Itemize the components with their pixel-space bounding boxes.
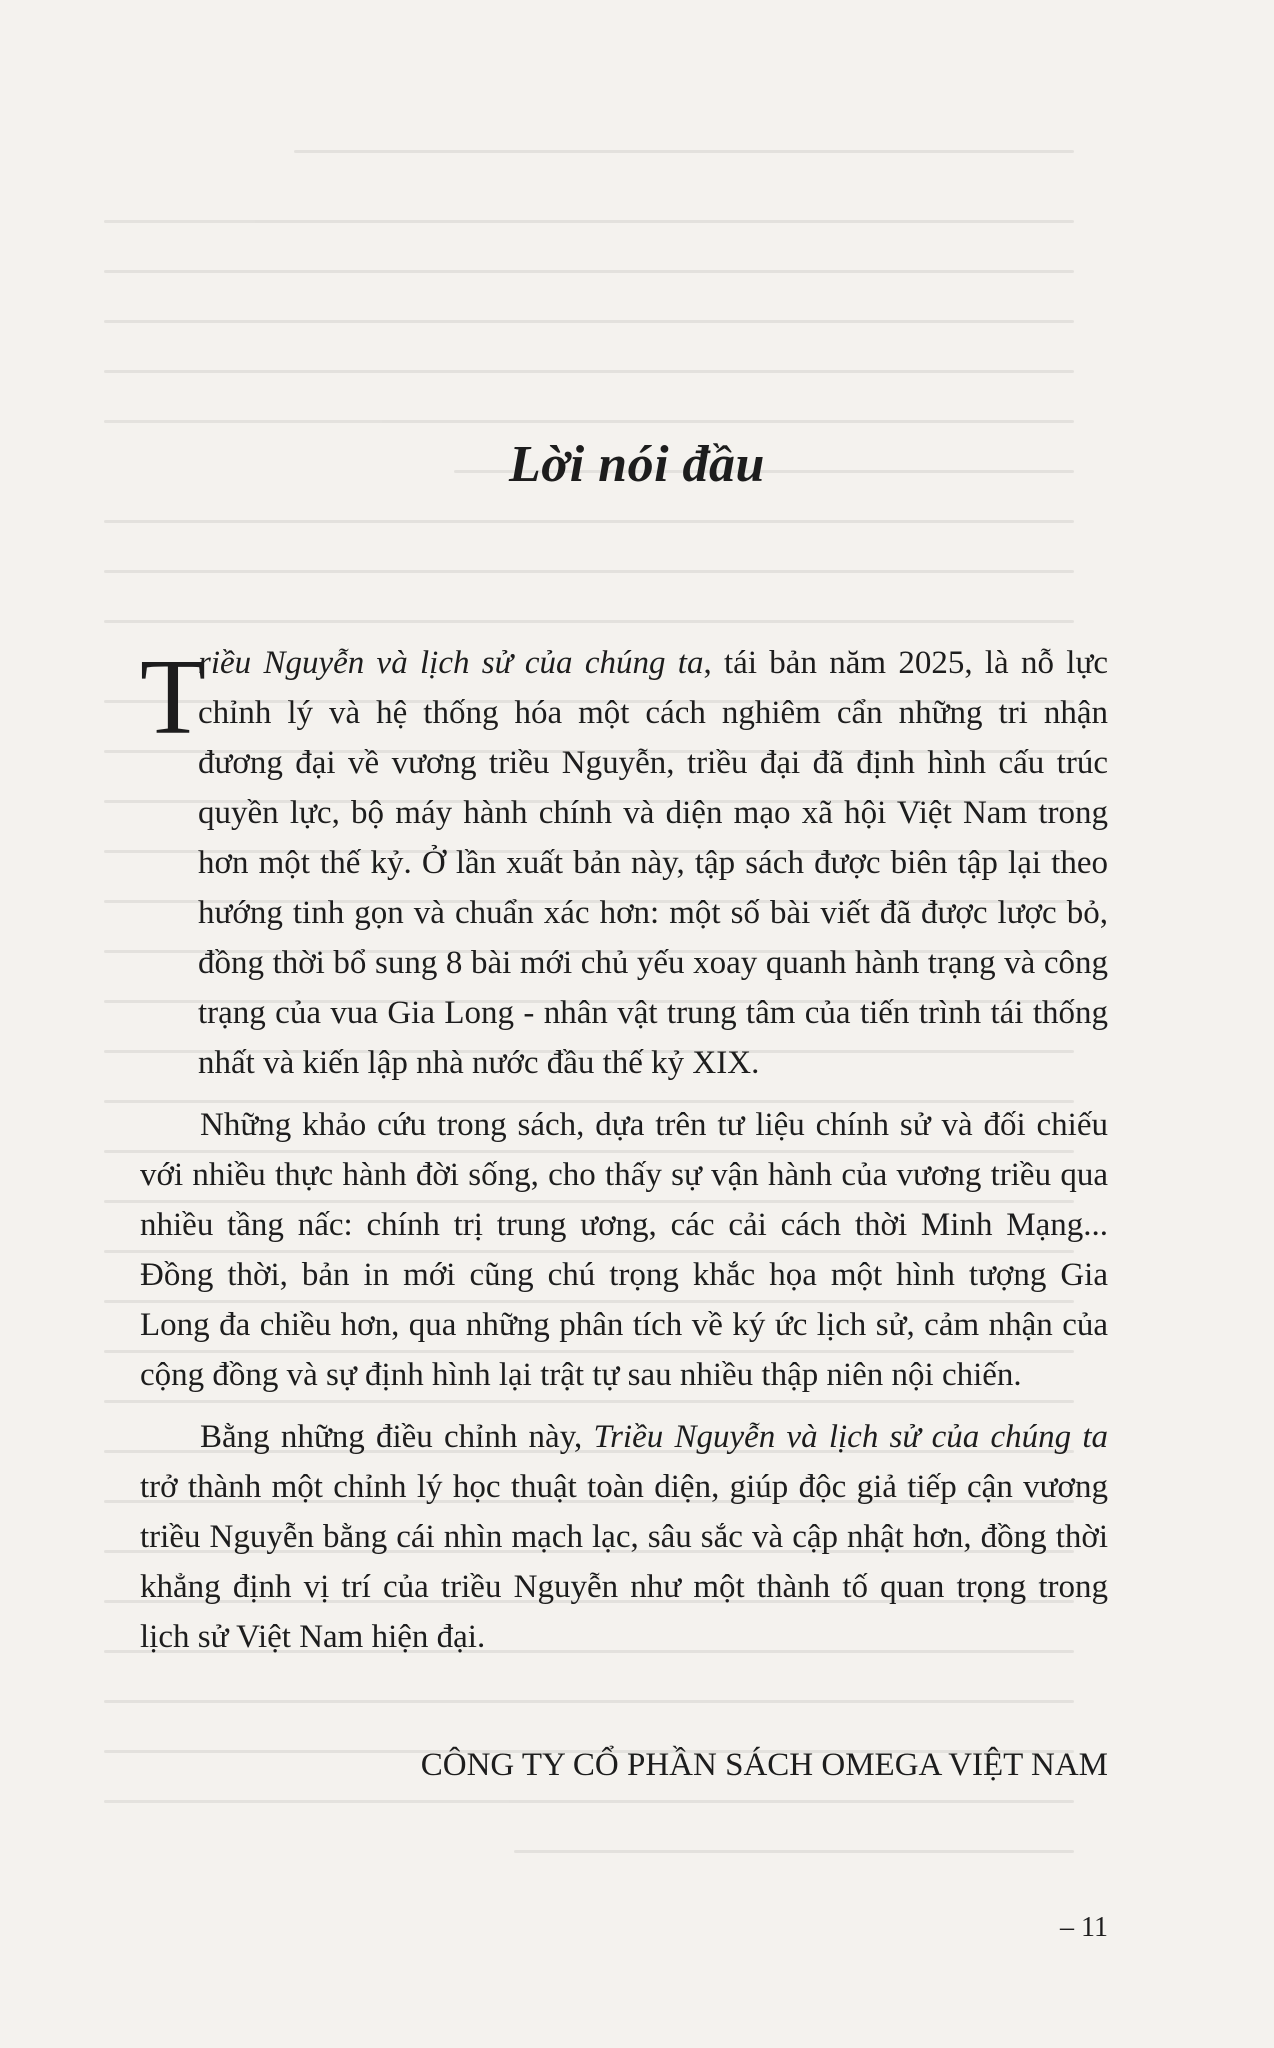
paragraph-3-after: trở thành một chỉnh lý học thuật toàn diện, giúp độc giả tiếp cận vương triều Nguyễn bằng cái nhìn mạch lạc, sâu sắc và cập nhật hơn, đồng thời khẳng định vị trí của triều Nguyễn như một thành tố quan trọng trong lịch sử Việt Nam hiện đại. — [140, 1469, 1108, 1655]
publisher-signature: CÔNG TY CỔ PHẦN SÁCH OMEGA VIỆT NAM — [420, 1747, 1108, 1783]
bleed-line — [104, 1700, 1074, 1703]
bleed-line — [104, 370, 1074, 373]
bleed-line — [514, 1850, 1074, 1853]
bleed-line — [104, 320, 1074, 323]
paragraph-1-text: , tái bản năm 2025, là nỗ lực chỉnh lý và hệ thống hóa một cách nghiêm cẩn những tri nhận đương đại về vương triều Nguyễn, triều đại đã định hình cấu trúc quyền lực, bộ máy hành chính và diện mạo xã hội Việt Nam trong hơn một thế kỷ. Ở lần xuất bản này, tập sách được biên tập lại theo hướng tinh gọn và chuẩn xác hơn: một số bài viết đã được lược bỏ, đồng thời bổ sung 8 bài mới chủ yếu xoay quanh hành trạng và công trạng của vua Gia Long - nhân vật trung tâm của tiến trình tái thống nhất và kiến lập nhà nước đầu thế kỷ XIX. — [198, 645, 1108, 1081]
bleed-line — [294, 150, 1074, 153]
page-title: Lời nói đầu — [509, 435, 765, 493]
book-title-italic: riều Nguyễn và lịch sử của chúng ta — [198, 645, 704, 681]
bleed-line — [104, 1800, 1074, 1803]
bleed-line — [104, 220, 1074, 223]
paragraph-2: Những khảo cứu trong sách, dựa trên tư liệu chính sử và đối chiếu với nhiều thực hành đời sống, cho thấy sự vận hành của vương triều qua nhiều tầng nấc: chính trị trung ương, các cải cách thời Minh Mạng... Đồng thời, bản in mới cũng chú trọng khắc họa một hình tượng Gia Long đa chiều hơn, qua những phân tích về ký ức lịch sử, cảm nhận của cộng đồng và sự định hình lại trật tự sau nhiều thập niên nội chiến. — [140, 1107, 1108, 1393]
page-number: – 11 — [1060, 1912, 1108, 1943]
bleed-line — [104, 270, 1074, 273]
bleed-line — [104, 520, 1074, 523]
paragraph-3 — [140, 1412, 1108, 1662]
bleed-line — [104, 620, 1074, 623]
paragraph-1 — [140, 638, 1108, 1088]
drop-cap: T — [140, 638, 206, 757]
paragraph-3-before: Bằng những điều chỉnh này, — [200, 1419, 594, 1455]
bleed-line — [104, 420, 1074, 423]
body-text — [140, 638, 1108, 1674]
paragraph-3-title-italic: Triều Nguyễn và lịch sử của chúng ta — [593, 1419, 1108, 1455]
bleed-line — [104, 570, 1074, 573]
